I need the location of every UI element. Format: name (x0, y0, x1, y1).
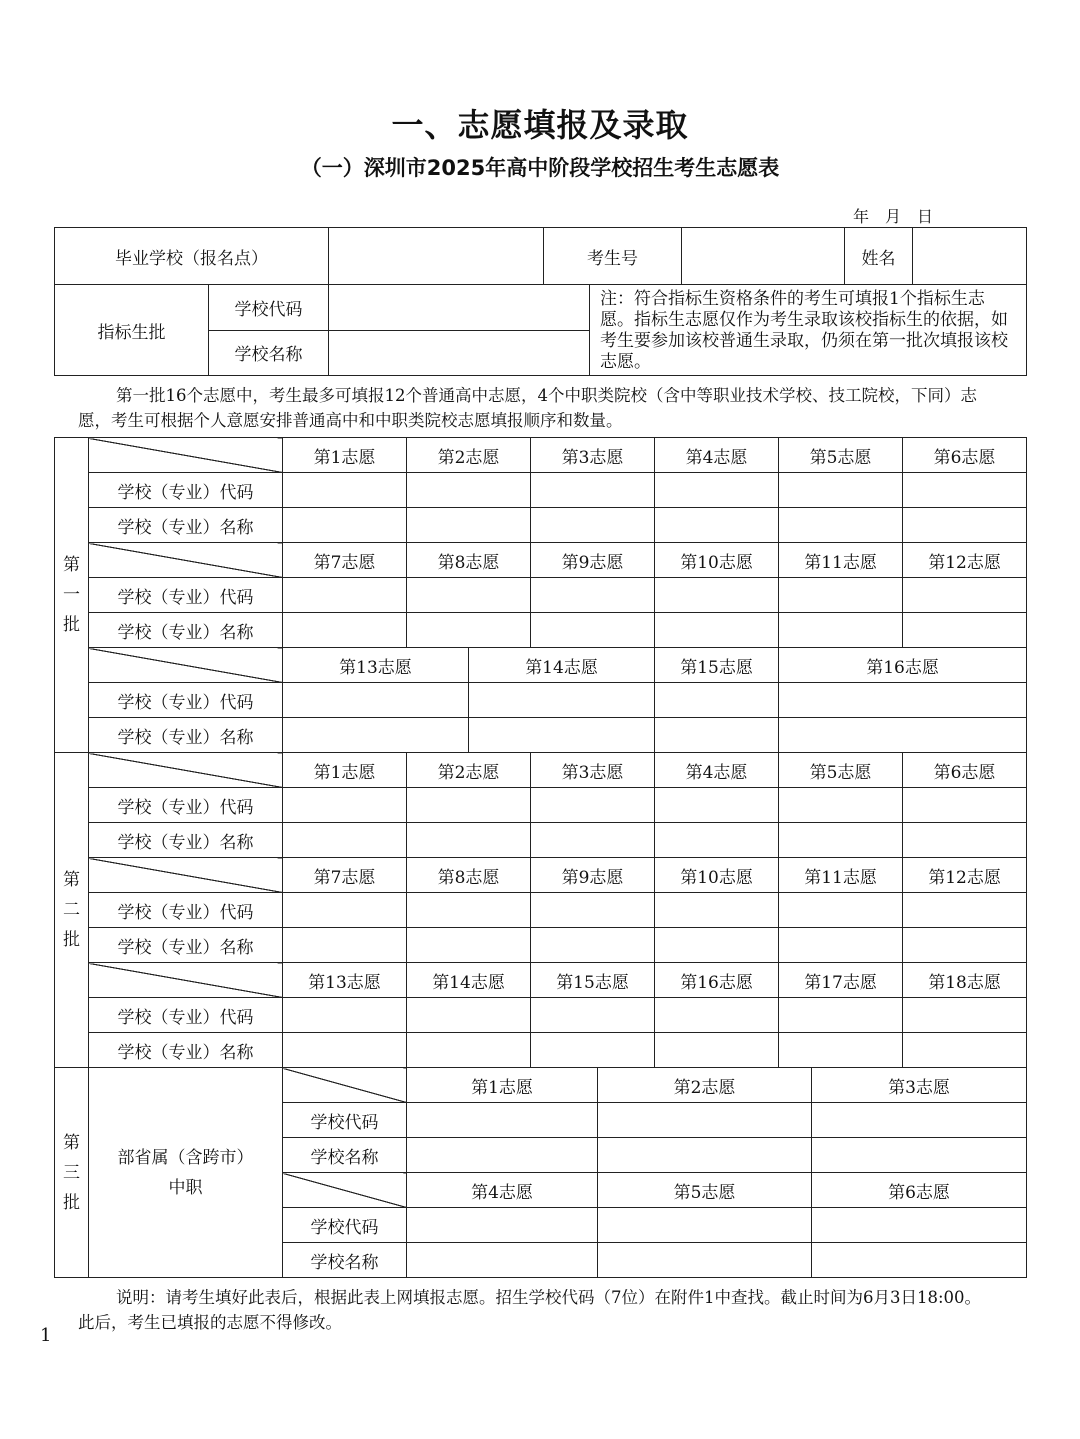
row-label-name: 学校名称 (283, 1138, 407, 1173)
code-field[interactable] (598, 1103, 812, 1138)
choice-header: 第6志愿 (903, 753, 1027, 788)
diagonal-header-cell (89, 753, 283, 788)
row-label-code: 学校（专业）代码 (89, 473, 283, 508)
name-field[interactable] (655, 1033, 779, 1068)
choice-header: 第1志愿 (283, 753, 407, 788)
code-field[interactable] (655, 578, 779, 613)
row-label-code: 学校代码 (283, 1208, 407, 1243)
choice-header: 第11志愿 (779, 858, 903, 893)
code-field[interactable] (283, 683, 469, 718)
code-field[interactable] (407, 578, 531, 613)
batch-3-table (54, 1067, 1027, 1278)
row-label-code: 学校（专业）代码 (89, 893, 283, 928)
code-field[interactable] (812, 1103, 1027, 1138)
choice-header: 第8志愿 (407, 858, 531, 893)
code-field[interactable] (407, 788, 531, 823)
quota-school-code-label: 学校代码 (209, 285, 329, 331)
batch-3-char: 第 (63, 1132, 80, 1153)
page-number: 1 (40, 1325, 52, 1346)
student-name-label: 姓名 (845, 228, 913, 285)
name-field[interactable] (655, 613, 779, 648)
code-field[interactable] (779, 998, 903, 1033)
code-field[interactable] (407, 998, 531, 1033)
code-field[interactable] (283, 998, 407, 1033)
code-field[interactable] (903, 998, 1027, 1033)
code-field[interactable] (779, 788, 903, 823)
code-field[interactable] (531, 578, 655, 613)
name-field[interactable] (407, 1033, 531, 1068)
name-field[interactable] (779, 928, 903, 963)
choice-header: 第5志愿 (598, 1173, 812, 1208)
date-line (853, 204, 949, 227)
page-subtitle: （一）深圳市2025年高中阶段学校招生考生志愿表 (300, 156, 780, 180)
choice-header: 第9志愿 (531, 543, 655, 578)
name-field[interactable] (283, 613, 407, 648)
diagonal-header-cell (89, 858, 283, 893)
choice-header: 第7志愿 (283, 543, 407, 578)
name-field[interactable] (531, 928, 655, 963)
choice-header: 第15志愿 (655, 648, 779, 683)
date-month-label: 月 (885, 207, 904, 226)
batch-3-category (89, 1068, 283, 1278)
name-field[interactable] (903, 613, 1027, 648)
choice-header: 第1志愿 (407, 1068, 598, 1103)
choice-header: 第12志愿 (903, 543, 1027, 578)
name-field[interactable] (779, 613, 903, 648)
code-field[interactable] (779, 473, 903, 508)
row-label-name: 学校名称 (283, 1243, 407, 1278)
row-label-name: 学校（专业）名称 (89, 823, 283, 858)
name-field[interactable] (531, 508, 655, 543)
quota-school-name-field[interactable] (329, 330, 590, 376)
choice-header: 第14志愿 (407, 963, 531, 998)
choice-header: 第11志愿 (779, 543, 903, 578)
name-field[interactable] (283, 1033, 407, 1068)
exam-number-field[interactable] (682, 228, 845, 285)
code-field[interactable] (655, 788, 779, 823)
choice-header: 第12志愿 (903, 858, 1027, 893)
choice-header: 第10志愿 (655, 543, 779, 578)
choice-header: 第2志愿 (407, 753, 531, 788)
diagonal-header-cell (89, 963, 283, 998)
batch-2-char: 二 (63, 900, 80, 920)
choice-header: 第13志愿 (283, 648, 469, 683)
name-field[interactable] (407, 613, 531, 648)
batch-3-char: 三 (63, 1162, 80, 1183)
batch-1-char: 第 (63, 555, 80, 575)
row-label-name: 学校（专业）名称 (89, 1033, 283, 1068)
row-label-code: 学校代码 (283, 1103, 407, 1138)
row-label-name: 学校（专业）名称 (89, 718, 283, 753)
batch-2-label (55, 753, 89, 1068)
choice-header: 第9志愿 (531, 858, 655, 893)
name-field[interactable] (779, 823, 903, 858)
row-label-code: 学校（专业）代码 (89, 578, 283, 613)
row-label-name: 学校（专业）名称 (89, 928, 283, 963)
name-field[interactable] (655, 508, 779, 543)
choice-header: 第17志愿 (779, 963, 903, 998)
batch-1-label (55, 438, 89, 753)
diagonal-header-cell (89, 648, 283, 683)
code-field[interactable] (407, 1103, 598, 1138)
name-field[interactable] (903, 928, 1027, 963)
choice-header: 第15志愿 (531, 963, 655, 998)
name-field[interactable] (903, 1033, 1027, 1068)
choice-header: 第1志愿 (283, 438, 407, 473)
code-field[interactable] (283, 578, 407, 613)
choice-header: 第2志愿 (598, 1068, 812, 1103)
row-label-name: 学校（专业）名称 (89, 508, 283, 543)
code-field[interactable] (812, 1208, 1027, 1243)
code-field[interactable] (407, 893, 531, 928)
name-field[interactable] (407, 823, 531, 858)
name-field[interactable] (598, 1243, 812, 1278)
row-label-name: 学校（专业）名称 (89, 613, 283, 648)
name-field[interactable] (903, 508, 1027, 543)
choice-header: 第14志愿 (469, 648, 655, 683)
name-field[interactable] (407, 928, 531, 963)
name-field[interactable] (531, 1033, 655, 1068)
name-field[interactable] (407, 1243, 598, 1278)
batch-3-category-line: 中职 (168, 1177, 203, 1198)
code-field[interactable] (655, 473, 779, 508)
name-field[interactable] (779, 508, 903, 543)
name-field[interactable] (283, 508, 407, 543)
choice-header: 第2志愿 (407, 438, 531, 473)
quota-batch-label: 指标生批 (55, 285, 209, 376)
choice-header: 第4志愿 (407, 1173, 598, 1208)
name-field[interactable] (283, 718, 469, 753)
code-field[interactable] (407, 473, 531, 508)
code-field[interactable] (469, 683, 655, 718)
choice-header: 第3志愿 (531, 753, 655, 788)
code-field[interactable] (903, 893, 1027, 928)
quota-school-name-label: 学校名称 (209, 330, 329, 376)
batch-1-char: 一 (63, 585, 80, 605)
name-field[interactable] (903, 823, 1027, 858)
diagonal-header-cell (89, 543, 283, 578)
footer-note: 说明：请考生填好此表后，根据此表上网填报志愿。招生学校代码（7位）在附件1中查找。截止时间为6月3日18:00。此后，考生已填报的志愿不得修改。 (78, 1288, 982, 1332)
batch-2-char: 第 (63, 870, 80, 890)
choice-header: 第5志愿 (779, 438, 903, 473)
graduated-school-field[interactable] (329, 228, 544, 285)
code-field[interactable] (531, 893, 655, 928)
code-field[interactable] (655, 893, 779, 928)
diagonal-header-cell (283, 1068, 407, 1103)
code-field[interactable] (531, 473, 655, 508)
page-title: 一、志愿填报及录取 (391, 106, 689, 144)
name-field[interactable] (469, 718, 655, 753)
name-field[interactable] (283, 928, 407, 963)
code-field[interactable] (779, 893, 903, 928)
graduated-school-label: 毕业学校（报名点） (55, 228, 329, 285)
intro-paragraph: 第一批16个志愿中，考生最多可填报12个普通高中志愿，4个中职类院校（含中等职业技术学校、技工院校，下同）志愿，考生可根据个人意愿安排普通高中和中职类院校志愿填报顺序和数量。 (78, 386, 977, 430)
name-field[interactable] (531, 613, 655, 648)
name-field[interactable] (655, 718, 779, 753)
choice-header: 第7志愿 (283, 858, 407, 893)
date-year-label: 年 (853, 207, 872, 226)
code-field[interactable] (655, 998, 779, 1033)
choice-header: 第6志愿 (903, 438, 1027, 473)
quota-school-code-field[interactable] (329, 285, 590, 331)
diagonal-header-cell (89, 438, 283, 473)
batch-3-label (55, 1068, 89, 1278)
row-label-code: 学校（专业）代码 (89, 683, 283, 718)
name-field[interactable] (407, 508, 531, 543)
batch-3-char: 批 (63, 1192, 80, 1213)
code-field[interactable] (903, 578, 1027, 613)
choice-header: 第5志愿 (779, 753, 903, 788)
exam-number-label: 考生号 (544, 228, 682, 285)
batch-2-char: 批 (63, 930, 80, 950)
choice-header: 第16志愿 (655, 963, 779, 998)
name-field[interactable] (655, 928, 779, 963)
code-field[interactable] (598, 1208, 812, 1243)
code-field[interactable] (531, 788, 655, 823)
name-field[interactable] (655, 823, 779, 858)
name-field[interactable] (812, 1138, 1027, 1173)
choice-header: 第3志愿 (531, 438, 655, 473)
code-field[interactable] (407, 1208, 598, 1243)
choice-header: 第4志愿 (655, 438, 779, 473)
batch-3-category-line: 部省属（含跨市） (117, 1147, 254, 1168)
code-field[interactable] (531, 998, 655, 1033)
name-field[interactable] (407, 1138, 598, 1173)
code-field[interactable] (903, 473, 1027, 508)
diagonal-header-cell (283, 1173, 407, 1208)
choice-header: 第3志愿 (812, 1068, 1027, 1103)
code-field[interactable] (283, 473, 407, 508)
code-field[interactable] (283, 788, 407, 823)
name-field[interactable] (779, 1033, 903, 1068)
code-field[interactable] (779, 578, 903, 613)
batch-1-char: 批 (63, 615, 80, 635)
choice-header: 第16志愿 (779, 648, 1027, 683)
name-field[interactable] (531, 823, 655, 858)
quota-note: 注：符合指标生资格条件的考生可填报1个指标生志愿。指标生志愿仅作为考生录取该校指标生的依据，如考生要参加该校普通生录取，仍须在第一批次填报该校志愿。 (590, 285, 1027, 376)
code-field[interactable] (779, 683, 1027, 718)
row-label-code: 学校（专业）代码 (89, 788, 283, 823)
name-field[interactable] (812, 1243, 1027, 1278)
student-name-field[interactable] (913, 228, 1027, 285)
batch-1-2-table (54, 437, 1027, 1068)
choice-header: 第6志愿 (812, 1173, 1027, 1208)
code-field[interactable] (655, 683, 779, 718)
name-field[interactable] (283, 823, 407, 858)
student-info-table (54, 227, 1027, 376)
choice-header: 第8志愿 (407, 543, 531, 578)
choice-header: 第18志愿 (903, 963, 1027, 998)
name-field[interactable] (598, 1138, 812, 1173)
code-field[interactable] (903, 788, 1027, 823)
choice-header: 第13志愿 (283, 963, 407, 998)
row-label-code: 学校（专业）代码 (89, 998, 283, 1033)
code-field[interactable] (283, 893, 407, 928)
name-field[interactable] (779, 718, 1027, 753)
choice-header: 第4志愿 (655, 753, 779, 788)
date-day-label: 日 (917, 207, 936, 226)
choice-header: 第10志愿 (655, 858, 779, 893)
